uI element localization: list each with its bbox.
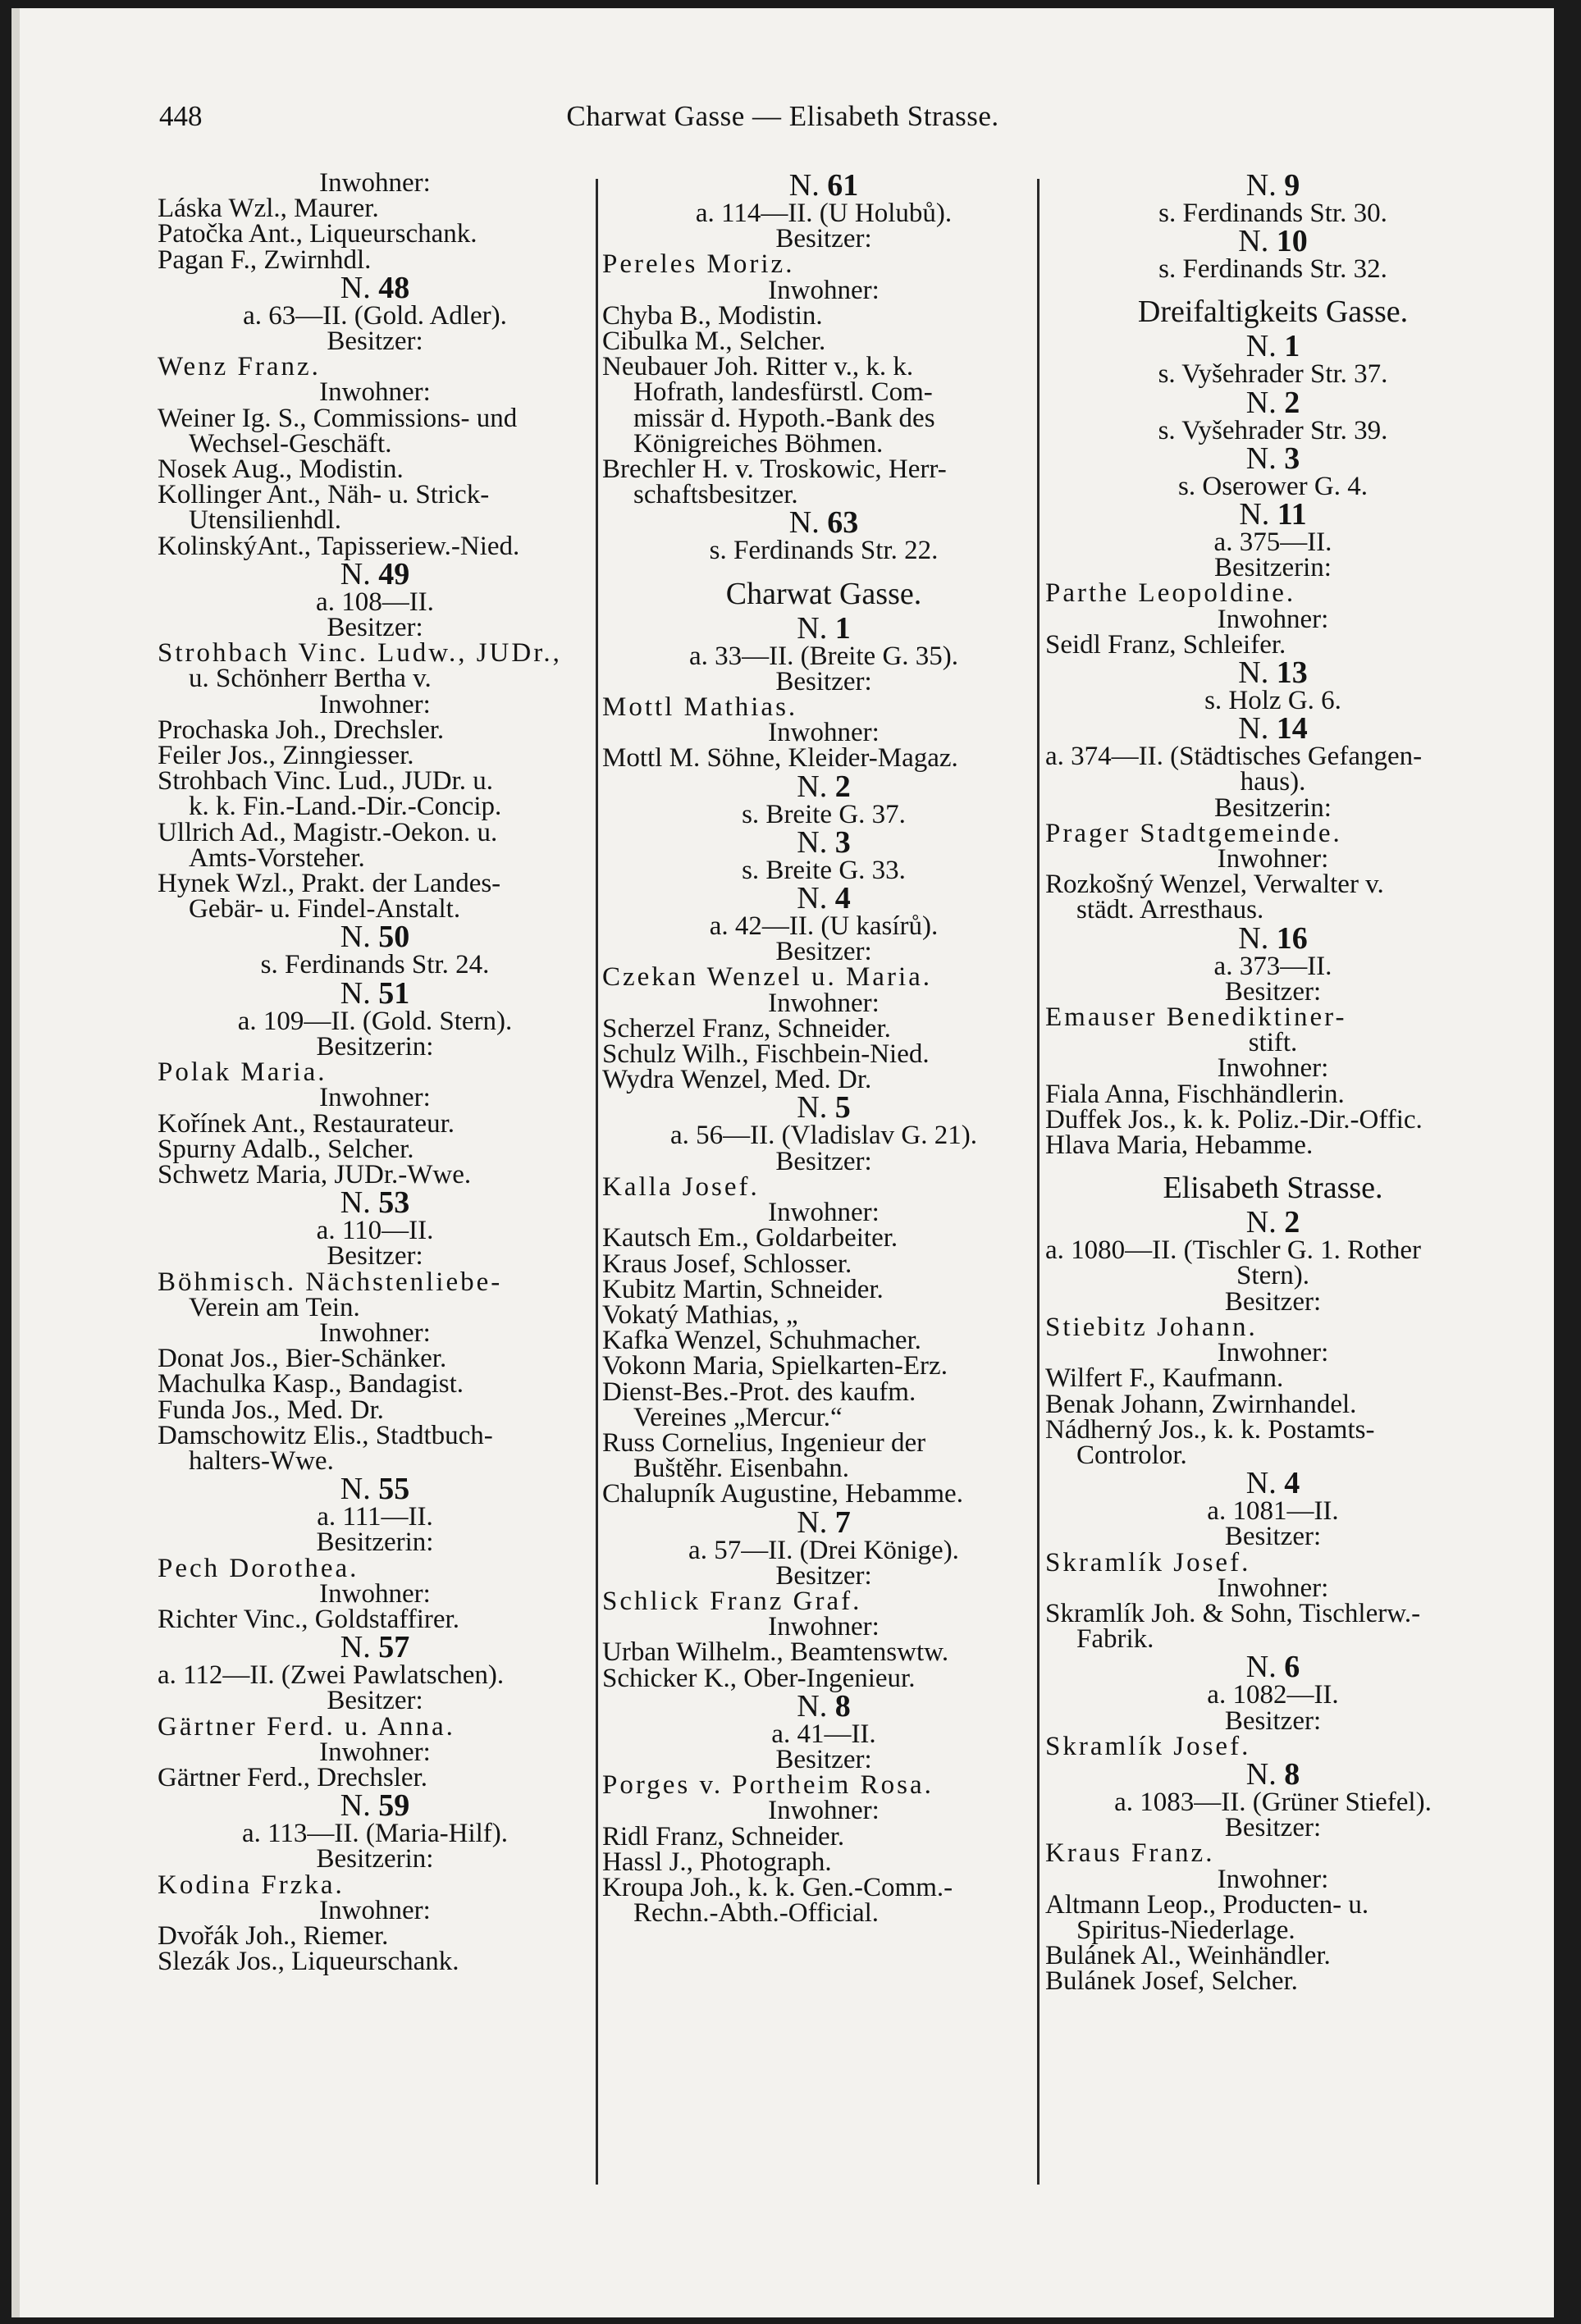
label-line: a. 1081—II. <box>1207 1496 1339 1527</box>
house-number <box>602 168 1045 203</box>
label-line: Besitzer: <box>775 1146 872 1176</box>
house-number-value: 59 <box>378 1788 410 1824</box>
house-number-value: 57 <box>378 1630 410 1665</box>
house-number <box>1045 385 1501 420</box>
label-line: a. 375—II. <box>1213 527 1332 558</box>
label-line: s. Holz G. 6. <box>1204 686 1341 716</box>
label-line: a. 111—II. <box>317 1502 433 1532</box>
house-number <box>1045 1756 1501 1792</box>
house-number-value: 49 <box>378 556 410 591</box>
entry-line: Nádherný Jos., k. k. Postamts- <box>1045 1414 1375 1445</box>
entry-continuation: Gebär- u. Findel-Anstalt. <box>189 894 461 925</box>
entry-line: Kafka Wenzel, Schuhmacher. <box>602 1326 921 1356</box>
entry-line: Kubitz Martin, Schneider. <box>602 1274 884 1304</box>
house-number <box>1045 1652 1501 1683</box>
label-line: Inwohner: <box>319 689 431 719</box>
entry-line: Láska Wzl., Maurer. <box>158 194 379 224</box>
house-number <box>1045 441 1501 476</box>
entry-line: Ullrich Ad., Magistr.-Oekon. u. <box>158 817 498 847</box>
house-number-value: 2 <box>834 769 851 804</box>
entry-continuation: Hofrath, landesfürstl. Com- <box>633 377 933 408</box>
entry-continuation: Vereines „Mercur.“ <box>633 1402 843 1432</box>
label-line: Inwohner: <box>768 1198 880 1228</box>
label-line: a. 110—II. <box>316 1216 434 1246</box>
label-line: s. Breite G. 37. <box>742 799 906 829</box>
label-line: stift. <box>1248 1028 1298 1058</box>
house-number <box>1045 1468 1501 1499</box>
entry-line: Kroupa Joh., k. k. Gen.-Comm.- <box>602 1872 953 1902</box>
house-number <box>602 824 1045 860</box>
label-line: a. 1083—II. (Grüner Stiefel). <box>1114 1787 1432 1817</box>
entry-line: Chyba B., Modistin. <box>602 300 823 331</box>
house-number-value: 2 <box>1284 1205 1300 1240</box>
entry-line: Feiler Jos., Zinngiesser. <box>158 741 414 771</box>
entry-continuation: Königreiches Böhmen. <box>633 428 884 459</box>
page-edge <box>11 8 20 2317</box>
entry-line: Hlava Maria, Hebamme. <box>1045 1130 1314 1161</box>
label-line: Inwohner: <box>768 275 880 305</box>
label-line: Besitzer: <box>775 224 872 254</box>
entry-line: Mottl M. Söhne, Kleider-Magaz. <box>602 743 958 774</box>
label-line: Besitzer: <box>327 326 423 357</box>
entry-line: Scherzel Franz, Schneider. <box>602 1013 891 1043</box>
label-line: Besitzer: <box>775 1744 872 1774</box>
entry-line: Vokonn Maria, Spielkarten-Erz. <box>602 1351 948 1381</box>
house-number-value: 8 <box>834 1688 851 1724</box>
label-line: Inwohner: <box>319 1737 431 1767</box>
label-line: s. Vyšehrader Str. 39. <box>1158 415 1388 445</box>
label-line: a. 108—II. <box>316 587 434 617</box>
label-line: s. Ferdinands Str. 32. <box>1158 254 1387 285</box>
house-number-prefix: N. <box>1238 711 1269 747</box>
house-number-prefix: N. <box>1238 655 1269 691</box>
entry-line: Slezák Jos., Liqueurschank. <box>158 1947 459 1977</box>
entry-line: a. 374—II. (Städtisches Gefangen- <box>1045 742 1423 772</box>
entry-continuation: halters-Wwe. <box>189 1445 334 1476</box>
directory-column-left <box>158 168 592 1977</box>
entry-line: Kollinger Ant., Näh- u. Strick- <box>158 480 490 510</box>
entry-continuation: städt. Arresthaus. <box>1076 895 1264 925</box>
house-number-prefix: N. <box>797 1504 828 1540</box>
entry-line: Duffek Jos., k. k. Poliz.-Dir.-Offic. <box>1045 1104 1423 1135</box>
label-line: a. 56—II. (Vladislav G. 21). <box>670 1121 977 1151</box>
entry-line: Wydra Wenzel, Med. Dr. <box>602 1065 872 1095</box>
label-line: Inwohner: <box>768 1612 880 1642</box>
house-number <box>158 1632 592 1663</box>
house-number-value: 3 <box>1284 441 1300 476</box>
owner-name: Pereles Moriz. <box>602 249 795 280</box>
entry-line: Hassl J., Photograph. <box>602 1847 832 1877</box>
label-line: Inwohner: <box>319 1083 431 1113</box>
house-number-value: 11 <box>1277 497 1307 532</box>
label-line: Besitzer: <box>1224 1522 1322 1552</box>
owner-name: Kalla Josef. <box>602 1171 760 1202</box>
entry-line: Urban Wilhelm., Beamtenswtw. <box>602 1637 949 1668</box>
house-number-value: 6 <box>1284 1650 1300 1685</box>
entry-line: Kautsch Em., Goldarbeiter. <box>602 1223 898 1253</box>
entry-continuation: k. k. Fin.-Land.-Dir.-Concip. <box>189 792 502 822</box>
page-number: 448 <box>159 100 203 132</box>
house-number <box>1045 1205 1501 1240</box>
house-number-value: 10 <box>1276 224 1308 259</box>
label-line: Besitzerin: <box>316 1031 434 1062</box>
label-line: a. 33—II. (Breite G. 35). <box>688 641 959 671</box>
house-number-value: 50 <box>378 920 410 955</box>
entry-line: KolinskýAnt., Tapisseriew.-Nied. <box>158 531 520 561</box>
entry-line: Schulz Wilh., Fischbein-Nied. <box>602 1039 930 1070</box>
house-number-prefix: N. <box>340 270 371 305</box>
page-header <box>11 100 1554 149</box>
house-number-prefix: N. <box>340 920 371 955</box>
house-number-prefix: N. <box>1245 385 1277 420</box>
entry-line: Gärtner Ferd., Drechsler. <box>158 1762 427 1792</box>
house-number <box>602 1090 1045 1125</box>
entry-line: Dienst-Bes.-Prot. des kaufm. <box>602 1377 916 1407</box>
label-line: Inwohner: <box>319 1578 431 1609</box>
house-number <box>1045 920 1501 956</box>
house-number-value: 16 <box>1276 920 1308 956</box>
entry-continuation: Rechn.-Abth.-Official. <box>633 1898 880 1929</box>
house-number-value: 55 <box>378 1472 410 1507</box>
house-number-prefix: N. <box>340 1472 371 1507</box>
label-line: Besitzerin: <box>1214 792 1332 823</box>
label-line: s. Ferdinands Str. 30. <box>1158 199 1387 228</box>
entry-line: Schwetz Maria, JUDr.-Wwe. <box>158 1159 472 1189</box>
directory-column-right <box>1045 168 1501 1997</box>
label-line: Inwohner: <box>768 718 880 748</box>
house-number <box>1045 226 1501 257</box>
entry-continuation: schaftsbesitzer. <box>633 480 798 510</box>
running-title: Charwat Gasse — Elisabeth Strasse. <box>566 100 999 132</box>
entry-continuation: Wechsel-Geschäft. <box>189 428 392 459</box>
label-line: Inwohner: <box>768 988 880 1018</box>
house-number-prefix: N. <box>797 769 828 804</box>
label-line: a. 63—II. (Gold. Adler). <box>243 300 507 331</box>
label-line: s. Ferdinands Str. 22. <box>709 536 939 566</box>
house-number-prefix: N. <box>788 505 820 541</box>
house-number-prefix: N. <box>797 881 828 916</box>
entry-continuation: Buštěhr. Eisenbahn. <box>633 1454 850 1484</box>
label-line: a. 57—II. (Drei Könige). <box>688 1535 959 1565</box>
label-line: Besitzer: <box>775 666 872 696</box>
entry-line: Benak Johann, Zwirnhandel. <box>1045 1389 1357 1419</box>
entry-line: Fiala Anna, Fischhändlerin. <box>1045 1079 1345 1109</box>
label-line: Besitzer: <box>327 1686 423 1716</box>
house-number <box>1045 168 1501 203</box>
entry-line: Bulánek Al., Weinhändler. <box>1045 1941 1331 1971</box>
house-number-prefix: N. <box>1245 1466 1277 1501</box>
label-line: Inwohner: <box>319 377 431 408</box>
entry-continuation: Controlor. <box>1076 1440 1187 1470</box>
entry-line: Donat Jos., Bier-Schänker. <box>158 1344 447 1374</box>
house-number <box>602 1688 1045 1724</box>
house-number-value: 13 <box>1276 655 1308 691</box>
label-line: Besitzer: <box>775 1560 872 1591</box>
house-number-prefix: N. <box>797 1688 828 1724</box>
house-number-prefix: N. <box>797 610 828 646</box>
house-number <box>1045 497 1501 532</box>
entry-continuation: u. Schönherr Bertha v. <box>189 664 432 694</box>
entry-line: Pagan F., Zwirnhdl. <box>158 244 372 275</box>
house-number <box>602 1504 1045 1540</box>
house-number-value: 1 <box>834 610 851 646</box>
owner-name: Emauser Benediktiner- <box>1045 1002 1347 1033</box>
owner-name: Czekan Wenzel u. Maria. <box>602 962 933 993</box>
house-number-value: 4 <box>834 881 851 916</box>
entry-line: Wilfert F., Kaufmann. <box>1045 1363 1284 1394</box>
entry-line: Patočka Ant., Liqueurschank. <box>158 219 477 249</box>
house-number-value: 3 <box>834 824 851 860</box>
label-line: a. 109—II. (Gold. Stern). <box>237 1006 513 1036</box>
entry-line: Altmann Leop., Producten- u. <box>1045 1889 1369 1920</box>
house-number-prefix: N. <box>797 824 828 860</box>
label-line: s. Breite G. 33. <box>742 855 906 885</box>
house-number-value: 63 <box>827 505 859 541</box>
house-number-value: 5 <box>834 1090 851 1125</box>
entry-line: Nosek Aug., Modistin. <box>158 454 404 485</box>
label-line: Inwohner: <box>319 1895 431 1925</box>
label-line: Besitzerin: <box>316 1527 434 1558</box>
house-number-prefix: N. <box>788 168 820 203</box>
house-number <box>158 270 592 305</box>
owner-name: Mottl Mathias. <box>602 692 798 723</box>
label-line: Besitzer: <box>775 937 872 967</box>
house-number-prefix: N. <box>797 1090 828 1125</box>
owner-name: Stiebitz Johann. <box>1045 1312 1258 1342</box>
house-number <box>602 610 1045 646</box>
owner-name: Prager Stadtgemeinde. <box>1045 818 1342 848</box>
label-line: s. Oserower G. 4. <box>1178 471 1368 501</box>
label-line: a. 373—II. <box>1213 951 1332 981</box>
house-number-prefix: N. <box>1245 1205 1277 1240</box>
house-number-value: 7 <box>834 1504 851 1540</box>
entry-line: Schicker K., Ober-Ingenieur. <box>602 1663 916 1693</box>
entry-line: Machulka Kasp., Bandagist. <box>158 1369 464 1399</box>
label-line: Besitzerin: <box>1214 553 1332 583</box>
entry-continuation: Utensilienhdl. <box>189 505 342 536</box>
owner-name: Strohbach Vinc. Ludw., JUDr., <box>158 638 562 669</box>
house-number-value: 61 <box>827 168 859 203</box>
label-line: a. 41—II. <box>771 1719 876 1749</box>
house-number-value: 9 <box>1284 168 1300 203</box>
street-heading: Elisabeth Strasse. <box>1163 1171 1383 1206</box>
house-number <box>1045 655 1501 691</box>
house-number-prefix: N. <box>1245 168 1277 203</box>
label-line: Inwohner: <box>1217 1864 1329 1894</box>
house-number <box>158 975 592 1011</box>
house-number-value: 51 <box>378 975 410 1011</box>
house-number-prefix: N. <box>1245 1756 1277 1792</box>
house-number-value: 1 <box>1284 329 1300 364</box>
house-number <box>158 556 592 591</box>
label-line: Inwohner: <box>319 168 431 198</box>
label-line: Besitzer: <box>327 613 423 643</box>
entry-line: Funda Jos., Med. Dr. <box>158 1395 384 1425</box>
house-number <box>158 1788 592 1824</box>
owner-name: Kraus Franz. <box>1045 1838 1215 1869</box>
house-number <box>602 769 1045 804</box>
house-number <box>158 1472 592 1507</box>
house-number-prefix: N. <box>1245 1650 1277 1685</box>
house-number-value: 8 <box>1284 1756 1300 1792</box>
document-page <box>11 8 1554 2317</box>
owner-name: Gärtner Ferd. u. Anna. <box>158 1711 455 1742</box>
house-number-value: 53 <box>378 1185 410 1221</box>
label-line: Inwohner: <box>1217 844 1329 874</box>
entry-continuation: Amts-Vorsteher. <box>189 842 365 873</box>
house-number-value: 2 <box>1284 385 1300 420</box>
house-number-prefix: N. <box>1239 497 1270 532</box>
entry-line: Vokatý Mathias, „ <box>602 1299 798 1330</box>
label-line: Besitzer: <box>1224 1813 1322 1843</box>
label-line: a. 114—II. (U Holubů). <box>695 199 953 228</box>
entry-line: Kraus Josef, Schlosser. <box>602 1249 852 1279</box>
owner-name: Schlick Franz Graf. <box>602 1586 862 1616</box>
label-line: haus). <box>1240 767 1306 797</box>
label-line: Inwohner: <box>1217 1573 1329 1603</box>
house-number <box>158 1185 592 1221</box>
owner-name: Wenz Franz. <box>158 352 321 382</box>
house-number-prefix: N. <box>340 1788 371 1824</box>
label-line: Stern). <box>1236 1261 1309 1291</box>
owner-name: Pech Dorothea. <box>158 1553 359 1583</box>
label-line: Inwohner: <box>768 1796 880 1826</box>
entry-continuation: Spiritus-Niederlage. <box>1076 1915 1295 1945</box>
house-number-prefix: N. <box>340 975 371 1011</box>
house-number <box>1045 711 1501 747</box>
directory-column-middle <box>602 168 1045 1929</box>
house-number <box>1045 331 1501 362</box>
entry-line: Damschowitz Elis., Stadtbuch- <box>158 1420 493 1450</box>
house-number-prefix: N. <box>340 1185 371 1221</box>
house-number-prefix: N. <box>1245 441 1277 476</box>
label-line: Besitzer: <box>327 1241 423 1272</box>
entry-line: Russ Cornelius, Ingenieur der <box>602 1427 926 1458</box>
entry-line: Skramlík Joh. & Sohn, Tischlerw.- <box>1045 1598 1421 1628</box>
entry-continuation: Verein am Tein. <box>189 1292 360 1322</box>
entry-line: Hynek Wzl., Prakt. der Landes- <box>158 869 501 899</box>
label-line: a. 113—II. (Maria-Hilf). <box>241 1819 509 1849</box>
house-number-prefix: N. <box>1245 329 1277 364</box>
street-heading: Charwat Gasse. <box>725 576 922 611</box>
owner-name: Skramlík Josef. <box>1045 1731 1251 1761</box>
label-line: Inwohner: <box>1217 1053 1329 1084</box>
house-number <box>158 920 592 955</box>
entry-line: Rozkošný Wenzel, Verwalter v. <box>1045 870 1384 900</box>
house-number-prefix: N. <box>340 556 371 591</box>
label-line: a. 42—II. (U kasírů). <box>709 911 939 942</box>
entry-line: Kořínek Ant., Restaurateur. <box>158 1108 455 1139</box>
entry-line: Bulánek Josef, Selcher. <box>1045 1966 1298 1997</box>
owner-name: Böhmisch. Nächstenliebe- <box>158 1267 503 1297</box>
house-number-prefix: N. <box>1238 224 1269 259</box>
entry-line: a. 112—II. (Zwei Pawlatschen). <box>158 1660 505 1691</box>
house-number-prefix: N. <box>340 1630 371 1665</box>
label-line: Besitzer: <box>1224 976 1322 1007</box>
entry-line: Brechler H. v. Troskowic, Herr- <box>602 454 947 485</box>
column-rule <box>596 179 598 2185</box>
label-line: s. Vyšehrader Str. 37. <box>1158 359 1388 390</box>
entry-line: Prochaska Joh., Drechsler. <box>158 715 445 745</box>
owner-name: Porges v. Portheim Rosa. <box>602 1770 934 1801</box>
label-line: Besitzer: <box>1224 1286 1322 1317</box>
house-number <box>602 505 1045 541</box>
label-line: Inwohner: <box>1217 1338 1329 1368</box>
entry-line: Weiner Ig. S., Commissions- und <box>158 403 518 433</box>
entry-line: a. 1080—II. (Tischler G. 1. Rother <box>1045 1235 1421 1266</box>
owner-name: Kodina Frzka. <box>158 1870 345 1900</box>
entry-line: Seidl Franz, Schleifer. <box>1045 629 1286 660</box>
label-line: Besitzerin: <box>316 1844 434 1874</box>
entry-line: Neubauer Joh. Ritter v., k. k. <box>602 352 914 382</box>
entry-continuation: Fabrik. <box>1076 1624 1154 1655</box>
entry-line: Ridl Franz, Schneider. <box>602 1821 845 1851</box>
house-number-value: 48 <box>378 270 410 305</box>
owner-name: Skramlík Josef. <box>1045 1547 1251 1577</box>
entry-line: Spurny Adalb., Selcher. <box>158 1134 414 1164</box>
label-line: Besitzer: <box>1224 1705 1322 1736</box>
house-number-value: 14 <box>1276 711 1308 747</box>
entry-line: Cibulka M., Selcher. <box>602 326 826 357</box>
street-heading: Dreifaltigkeits Gasse. <box>1137 294 1409 330</box>
label-line: a. 1082—II. <box>1207 1680 1339 1710</box>
owner-name: Polak Maria. <box>158 1057 327 1088</box>
owner-name: Parthe Leopoldine. <box>1045 578 1296 609</box>
entry-line: Dvořák Joh., Riemer. <box>158 1920 389 1951</box>
label-line: Inwohner: <box>319 1317 431 1348</box>
house-number-value: 4 <box>1284 1466 1300 1501</box>
entry-continuation: missär d. Hypoth.-Bank des <box>633 403 935 433</box>
entry-line: Strohbach Vinc. Lud., JUDr. u. <box>158 766 493 797</box>
entry-line: Richter Vinc., Goldstaffirer. <box>158 1604 459 1634</box>
house-number <box>602 883 1045 914</box>
label-line: Inwohner: <box>1217 604 1329 634</box>
house-number-prefix: N. <box>1238 920 1269 956</box>
label-line: s. Ferdinands Str. 24. <box>260 950 490 980</box>
entry-line: Chalupník Augustine, Hebamme. <box>602 1479 963 1509</box>
